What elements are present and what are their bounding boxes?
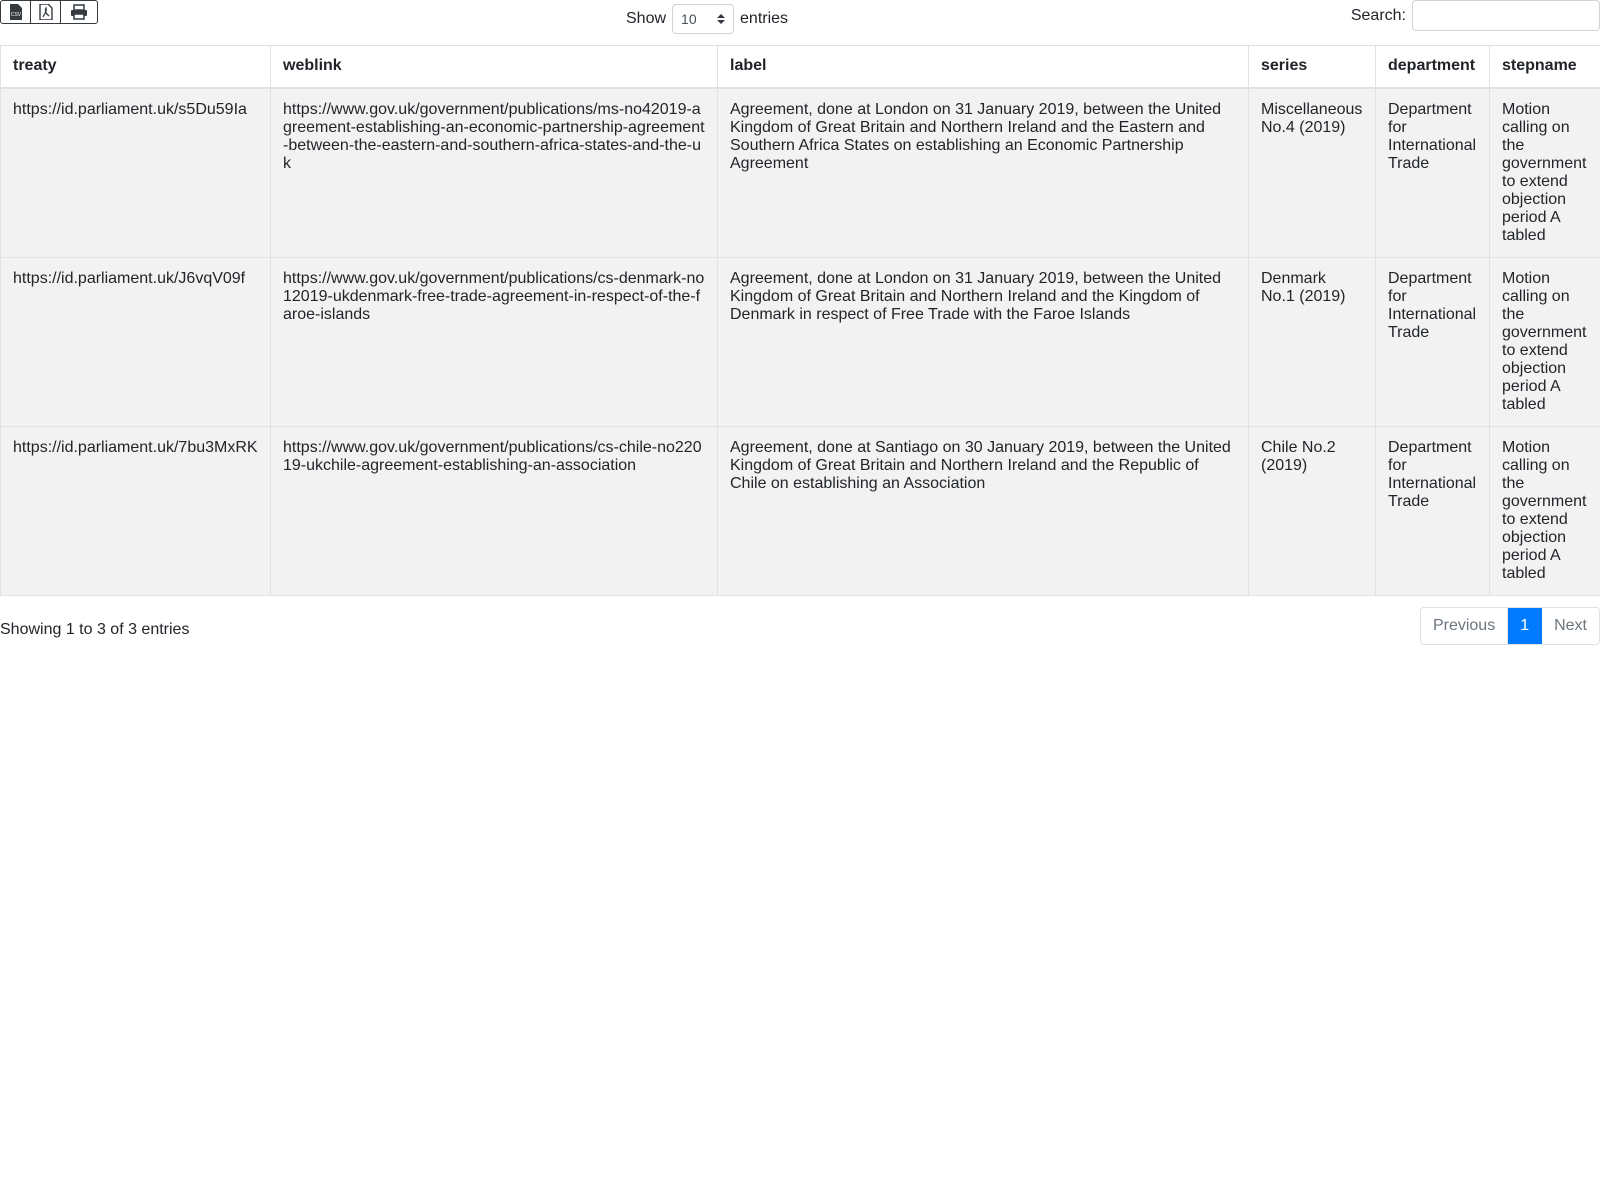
column-header-treaty[interactable]: treaty: [1, 46, 271, 89]
treaty-table: [0, 45, 1600, 596]
department-cell: Department for International Trade: [1376, 427, 1490, 596]
print-icon: [70, 4, 88, 20]
csv-file-icon: [9, 4, 23, 20]
weblink-cell: https://www.gov.uk/government/publications/cs-denmark-no12019-ukdenmark-free-trade-agreement-in-respect-of-the-faroe-islands: [271, 258, 718, 427]
series-cell: Miscellaneous No.4 (2019): [1249, 88, 1376, 258]
weblink-cell: https://www.gov.uk/government/publications/cs-chile-no22019-ukchile-agreement-establishing-an-association: [271, 427, 718, 596]
csv-export-button[interactable]: [1, 1, 31, 23]
previous-page-button[interactable]: Previous: [1421, 608, 1508, 644]
pdf-export-button[interactable]: [31, 1, 61, 23]
stepname-cell: Motion calling on the government to extend objection period A tabled: [1490, 88, 1600, 258]
column-header-series[interactable]: series: [1249, 46, 1376, 89]
label-cell: Agreement, done at London on 31 January 2019, between the United Kingdom of Great Britain and Northern Ireland and the Eastern and Southern Africa States on establishing an Economic Partnership Agreement: [718, 88, 1249, 258]
stepname-cell: Motion calling on the government to extend objection period A tabled: [1490, 258, 1600, 427]
table-header-row: [1, 46, 1600, 89]
show-label: Show: [626, 10, 667, 27]
department-cell: Department for International Trade: [1376, 258, 1490, 427]
treaty-cell: https://id.parliament.uk/s5Du59Ia: [1, 88, 271, 258]
series-cell: Chile No.2 (2019): [1249, 427, 1376, 596]
pagination: [1420, 607, 1600, 645]
entries-label: entries: [740, 10, 789, 27]
entries-per-page-select[interactable]: [672, 4, 734, 34]
column-header-stepname[interactable]: stepname: [1490, 46, 1600, 89]
department-cell: Department for International Trade: [1376, 88, 1490, 258]
series-cell: Denmark No.1 (2019): [1249, 258, 1376, 427]
search-label: Search:: [1350, 6, 1406, 24]
pdf-file-icon: [39, 4, 53, 20]
entries-per-page-value: 10: [681, 11, 697, 27]
table-row: [1, 258, 1600, 427]
label-cell: Agreement, done at Santiago on 30 January 2019, between the United Kingdom of Great Britain and Northern Ireland and the Republic of Chile on establishing an Association: [718, 427, 1249, 596]
length-menu: [626, 4, 788, 34]
svg-text:CSV: CSV: [10, 12, 21, 18]
table-info: Showing 1 to 3 of 3 entries: [0, 621, 190, 638]
print-button[interactable]: [61, 1, 97, 23]
column-header-department[interactable]: department: [1376, 46, 1490, 89]
sort-arrows-icon: [717, 13, 725, 25]
label-cell: Agreement, done at London on 31 January 2019, between the United Kingdom of Great Britain and Northern Ireland and the Kingdom of Denmark in respect of Free Trade with the Faroe Islands: [718, 258, 1249, 427]
column-header-label[interactable]: label: [718, 46, 1249, 89]
search-filter: [1351, 0, 1600, 31]
weblink-cell: https://www.gov.uk/government/publications/ms-no42019-agreement-establishing-an-economic-partnership-agreement-between-the-eastern-and-southern-africa-states-and-the-uk: [271, 88, 718, 258]
page-1-button[interactable]: 1: [1508, 608, 1542, 644]
stepname-cell: Motion calling on the government to extend objection period A tabled: [1490, 427, 1600, 596]
next-page-button[interactable]: Next: [1554, 617, 1587, 634]
table-row: [1, 427, 1600, 596]
export-toolbar: [0, 0, 98, 24]
search-input[interactable]: [1412, 0, 1600, 31]
column-header-weblink[interactable]: weblink: [271, 46, 718, 89]
treaty-cell: https://id.parliament.uk/J6vqV09f: [1, 258, 271, 427]
table-row: [1, 88, 1600, 258]
treaty-cell: https://id.parliament.uk/7bu3MxRK: [1, 427, 271, 596]
